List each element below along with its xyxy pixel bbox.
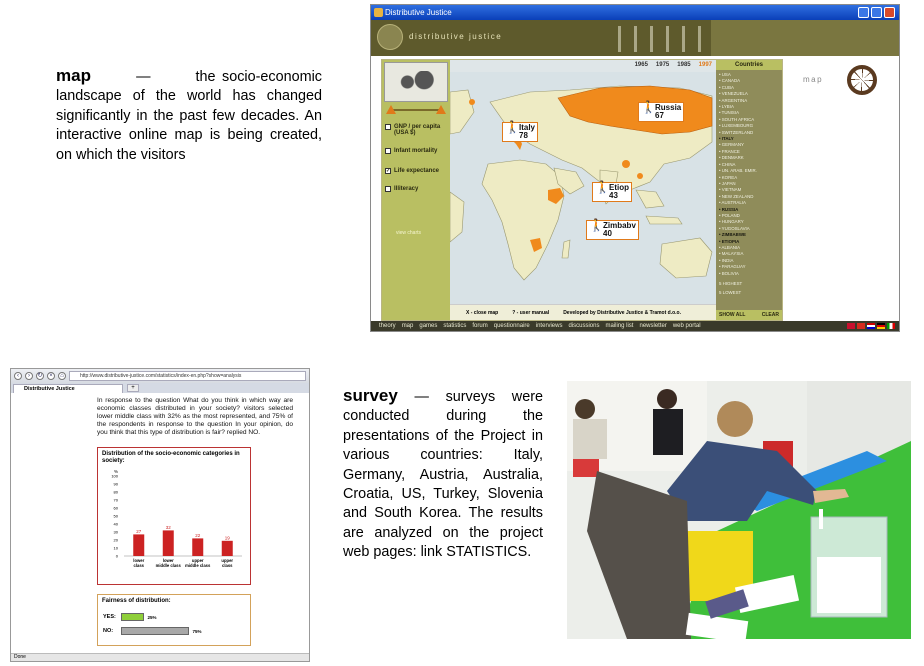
map-bottom-bar [450, 304, 716, 320]
slider-handle-left[interactable] [386, 105, 396, 114]
country-item[interactable]: • VENEZUELA [719, 91, 748, 97]
fairness-bar [121, 627, 189, 635]
map-bottom-item[interactable]: X - close map [466, 309, 499, 316]
y-tick-label: 10 [113, 545, 118, 551]
map-description [56, 66, 322, 165]
country-item[interactable]: • HUNGARY [719, 219, 744, 225]
nav-link[interactable]: mailing list [605, 323, 634, 329]
fairness-row [103, 613, 157, 621]
callout-country: Zimbabv [603, 221, 636, 230]
banner-band [711, 20, 899, 56]
fairness-percent: 25% [147, 614, 157, 620]
view-charts-link[interactable]: view charts [396, 230, 422, 236]
y-tick-label: 40 [113, 521, 118, 527]
world-map[interactable] [450, 60, 716, 304]
site-nav [371, 321, 899, 331]
distribution-chart [98, 466, 248, 584]
country-item[interactable]: • KOREA [719, 174, 738, 180]
app-icon [374, 8, 383, 17]
survey-body: surveys were conducted during the presentations of the Project in various countries: Italy, Germany, Austria, Australia, Croatia, US, Turkey, Slovenia and South Korea. The results are analyzed on the project web pages: link STATISTICS. [343, 389, 543, 561]
figures-decoration [611, 26, 711, 52]
site-banner [371, 20, 899, 56]
x-tick-label: middle class [185, 563, 211, 568]
five-highest-button[interactable]: 5 HIGHEST [719, 281, 743, 286]
country-item[interactable]: • FRANCE [719, 148, 740, 154]
country-item[interactable]: • GERMANY [719, 142, 744, 148]
country-item[interactable]: • SWITZERLAND [719, 129, 754, 135]
country-callout[interactable] [638, 102, 684, 122]
callout-country: Italy [519, 123, 536, 132]
year-option[interactable]: 1975 [655, 62, 670, 68]
year-option[interactable]: 1965 [634, 62, 648, 68]
woman-head [717, 401, 753, 437]
map-bottom-item: Developed by Distributive Justice & Tramot d.o.o. [563, 309, 681, 316]
country-item[interactable]: • POLAND [719, 212, 740, 218]
country-item[interactable]: • YUGOSLAVIA [719, 225, 750, 231]
map-screenshot [370, 4, 900, 332]
analysis-intro: In response to the question What do you think in which way are economic classes distributed in your society? visitors selected lower middle class with 32% as the most represented, and 75% of the respondents in response to the question In your opinion, do you think that this type of distribution is fair? replied NO. [97, 397, 293, 436]
site-brand: distributive justice [409, 32, 503, 41]
country-item[interactable]: • INDIA [719, 257, 734, 263]
maximize-button[interactable] [871, 7, 882, 18]
flag-icon[interactable] [857, 323, 865, 329]
address-bar[interactable]: http://www.distributive-justice.com/statistics/index-en.php?show=analysis [69, 371, 306, 381]
country-item[interactable]: • ALBANIA [719, 244, 741, 250]
survey-dash: — [414, 389, 429, 405]
statistics-screenshot [10, 368, 310, 662]
country-item[interactable]: • LYBIA [719, 104, 734, 110]
country-item[interactable]: • ETIOPIA [719, 238, 740, 244]
window-titlebar [371, 5, 899, 20]
callout-value: 43 [609, 191, 618, 200]
fairness-percent: 75% [192, 628, 202, 634]
country-item[interactable]: • TUNISIA [719, 110, 739, 116]
browser-status: Done [11, 653, 309, 661]
map-body: the socio-economic landscape of the world has changed significantly in the past few decades. An interactive online map is being created, on which the visitors [56, 69, 322, 163]
fairness-row [103, 627, 202, 635]
option-checkbox[interactable] [385, 148, 391, 154]
flag-icon[interactable] [877, 323, 885, 329]
y-axis-label: % [113, 469, 118, 474]
fairness-label: NO: [103, 628, 114, 634]
option-checkbox[interactable]: ✓ [386, 168, 391, 174]
survey-heading: survey [343, 386, 398, 405]
fairness-title: Fairness of distribution: [102, 598, 171, 604]
option-label: GNP / per capita (USA $) [394, 124, 441, 136]
person-icon: 🚶 [595, 180, 610, 194]
callout-country: Etiop [609, 183, 629, 192]
option-label: Illiteracy [394, 186, 419, 192]
country-item[interactable]: • RUSSIA [719, 206, 739, 212]
person-icon: 🚶 [641, 100, 656, 114]
country-item[interactable]: • CUBA [719, 84, 734, 90]
country-item[interactable]: • PARAGUAY [719, 264, 746, 270]
bar [133, 534, 144, 556]
country-item[interactable]: • CANADA [719, 78, 741, 84]
flag-icon[interactable] [847, 323, 855, 329]
slider-track [392, 109, 440, 111]
countries-footer [716, 310, 782, 320]
window-title: Distributive Justice [385, 8, 452, 17]
map-app [381, 59, 783, 321]
ballot-slip [819, 509, 823, 529]
map-side-label: map [803, 75, 824, 84]
language-flags [847, 323, 895, 329]
reload-icon[interactable]: ↻ [37, 373, 43, 379]
option-4[interactable] [385, 186, 449, 192]
x-tick-label: class [133, 563, 144, 568]
flag-icon[interactable] [867, 323, 875, 329]
y-tick-label: 80 [113, 489, 118, 495]
country-item[interactable]: • USA [719, 72, 731, 77]
bar-value-label: 32 [165, 524, 171, 530]
year-option[interactable]: 1985 [677, 62, 691, 68]
country-callout[interactable] [586, 220, 639, 240]
country-item[interactable]: • CHINA [719, 161, 736, 167]
nav-link[interactable]: questionnaire [493, 323, 530, 329]
minimap[interactable] [384, 62, 448, 102]
clear-button[interactable]: CLEAR [761, 312, 779, 318]
back-icon[interactable]: ‹ [14, 372, 22, 380]
nav-link[interactable]: interviews [535, 323, 563, 329]
fairness-bar [121, 613, 144, 621]
home-icon[interactable]: ⌂ [58, 372, 66, 380]
country-item[interactable]: • SOUTH AFRICA [719, 116, 755, 122]
wheel-icon[interactable] [847, 65, 877, 95]
x-tick-label: lower [162, 558, 174, 563]
x-tick-label: upper [191, 558, 204, 563]
bar-value-label: 22 [195, 532, 201, 538]
countries-header: Countries [716, 60, 782, 70]
callout-value: 40 [603, 229, 612, 238]
minimize-button[interactable] [858, 7, 869, 18]
person-head [575, 399, 595, 419]
show-all-button[interactable]: SHOW ALL [719, 312, 746, 318]
slider-handle-right[interactable] [436, 105, 446, 114]
person-icon: 🚶 [589, 218, 604, 232]
country-item[interactable]: • ZIMBABWE [719, 232, 746, 238]
bar-value-label: 19 [224, 535, 230, 541]
nav-link[interactable]: discussions [568, 323, 600, 329]
y-tick-label: 100 [111, 473, 118, 479]
y-tick-label: 30 [113, 529, 118, 535]
fairness-box [97, 594, 251, 646]
country-item[interactable]: • NEW ZEALAND [719, 193, 754, 199]
y-tick-label: 70 [113, 497, 118, 503]
options-panel [382, 60, 450, 320]
countries-panel [716, 60, 782, 320]
y-tick-label: 20 [113, 537, 118, 543]
site-logo [377, 24, 403, 50]
browser-toolbar [11, 369, 309, 383]
x-tick-label: middle class [155, 563, 181, 568]
y-tick-label: 90 [113, 481, 118, 487]
nav-link[interactable]: forum [472, 323, 488, 329]
flag-icon[interactable] [887, 323, 895, 329]
survey-photo [567, 381, 911, 639]
x-tick-label: class [222, 563, 233, 568]
nav-link[interactable]: map [401, 323, 414, 329]
year-option[interactable]: 1997 [698, 62, 712, 68]
country-callout[interactable] [502, 122, 538, 142]
year-slider[interactable] [386, 105, 446, 115]
stop-icon[interactable]: × [47, 372, 55, 380]
nav-link[interactable]: theory [379, 323, 396, 329]
callout-value: 78 [519, 131, 528, 140]
person-body [653, 409, 683, 455]
option-checkbox[interactable] [385, 124, 391, 130]
nav-link[interactable]: web portal [672, 323, 701, 329]
y-tick-label: 0 [115, 553, 118, 559]
map-dash: — [136, 69, 151, 85]
country-callout[interactable] [592, 182, 632, 202]
nav-link[interactable]: statistics [443, 323, 467, 329]
fairness-label: YES: [103, 614, 116, 620]
forward-icon[interactable]: › [25, 372, 33, 380]
nav-link[interactable]: games [419, 323, 438, 329]
option-3[interactable] [385, 168, 449, 174]
bar [163, 530, 174, 556]
country-item[interactable]: • BOLIVIA [719, 270, 739, 276]
person-head [657, 389, 677, 409]
close-button[interactable] [884, 7, 895, 18]
country-item[interactable]: • AUSTRALIA [719, 200, 746, 206]
year-selector [635, 62, 712, 68]
country-list [716, 70, 782, 279]
callout-value: 67 [655, 111, 664, 120]
country-item[interactable]: • ITALY [719, 136, 734, 142]
option-2[interactable] [385, 148, 449, 154]
country-item[interactable]: • LUXEMBOURG [719, 123, 753, 129]
callout-country: Russia [655, 103, 682, 112]
y-tick-label: 50 [113, 513, 118, 519]
bar-value-label: 27 [136, 528, 142, 534]
x-tick-label: lower [133, 558, 145, 563]
option-label: Infant mortality [394, 148, 438, 154]
browser-tabbar [11, 383, 309, 393]
new-tab-button[interactable]: + [127, 384, 139, 392]
country-item[interactable]: • JAPAN [719, 180, 736, 186]
y-tick-label: 60 [113, 505, 118, 511]
option-label: Life expectance [394, 168, 440, 174]
option-1[interactable] [385, 124, 449, 136]
map-heading: map [56, 66, 91, 85]
five-lowest-button[interactable]: 5 LOWEST [719, 290, 742, 295]
x-tick-label: upper [221, 558, 234, 563]
nav-link[interactable]: newsletter [639, 323, 667, 329]
chart-title: Distribution of the socio-economic categories in society: [102, 451, 240, 464]
statistics-page [11, 393, 309, 655]
country-item[interactable]: • VIETNAM [719, 187, 742, 193]
map-bottom-item[interactable]: ? - user manual [512, 309, 550, 316]
country-item[interactable]: • ARGENTINA [719, 97, 748, 103]
ballots [817, 557, 881, 613]
option-checkbox[interactable] [385, 186, 391, 192]
distribution-chart-box [97, 447, 251, 585]
window-controls [858, 7, 895, 18]
country-item[interactable]: • UN. ARAB. EMIR. [719, 168, 757, 174]
browser-tab[interactable]: Distributive Justice [13, 384, 123, 393]
bar [222, 541, 233, 556]
bar [192, 538, 203, 556]
country-item[interactable]: • MALAYSIA [719, 251, 744, 257]
person-body [573, 419, 607, 459]
person-icon: 🚶 [505, 120, 520, 134]
country-item[interactable]: • DENMARK [719, 155, 744, 161]
survey-description [343, 386, 543, 563]
